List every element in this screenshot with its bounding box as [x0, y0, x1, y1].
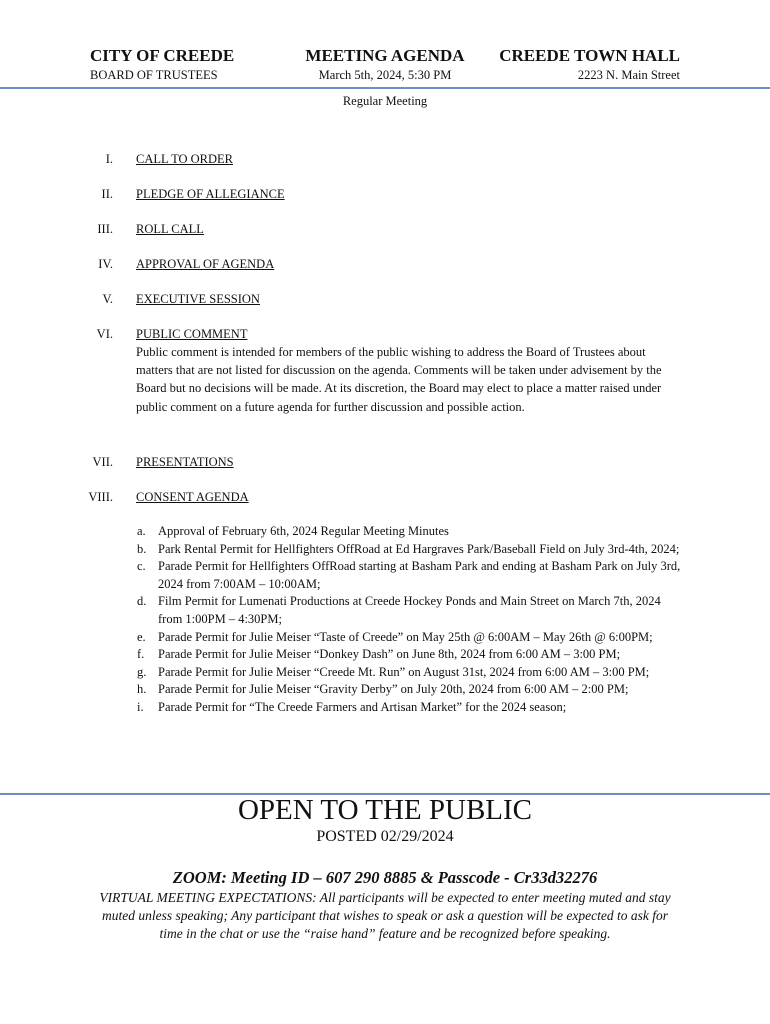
- consent-item-letter: g.: [137, 664, 147, 679]
- consent-item: [0, 646, 770, 664]
- agenda-block: [302, 46, 468, 83]
- header-divider: [0, 87, 770, 89]
- consent-item-letter: c.: [137, 559, 146, 574]
- agenda-item-label: CALL TO ORDER: [136, 152, 233, 166]
- posted-date: POSTED 02/29/2024: [316, 828, 454, 845]
- consent-item-text: Parade Permit for Julie Meiser “Taste of Creede” on May 25th @ 6:00AM – May 26th @ 6:00PM;: [158, 629, 653, 644]
- consent-item: [0, 699, 770, 717]
- open-to-public-notice: OPEN TO THE PUBLIC: [237, 794, 533, 826]
- venue-title: CREEDE TOWN HALL: [499, 46, 680, 65]
- agenda-item-label: APPROVAL OF AGENDA: [136, 257, 275, 271]
- public-comment-description: Public comment is intended for members of the public wishing to address the Board of Trustees about matters that are not listed for discussion on the agenda. Comments will be taken under advisement by the Board but no decisions will be made. At its discretion, the Board may elect to place a matter raised under public comment on a future agenda for further discussion and possible action.: [136, 345, 662, 414]
- agenda-item-number: VII.: [92, 455, 113, 469]
- agenda-item-number: VI.: [96, 327, 113, 341]
- agenda-item-number: II.: [101, 187, 113, 201]
- consent-item-letter: e.: [137, 629, 146, 644]
- agenda-item-label: EXECUTIVE SESSION: [136, 292, 260, 306]
- meeting-date: March 5th, 2024, 5:30 PM: [318, 68, 452, 82]
- agenda-item-number: III.: [97, 222, 113, 236]
- consent-item: [0, 541, 770, 559]
- meeting-type: Regular Meeting: [342, 94, 428, 108]
- org-subtitle: BOARD OF TRUSTEES: [90, 68, 218, 82]
- consent-item-letter: b.: [137, 541, 147, 556]
- agenda-item-number: IV.: [98, 257, 113, 271]
- org-block: [90, 46, 234, 83]
- agenda-item-label: PLEDGE OF ALLEGIANCE: [136, 187, 285, 201]
- agenda-title: MEETING AGENDA: [305, 46, 465, 65]
- consent-item: [0, 523, 770, 541]
- agenda-item-number: I.: [105, 152, 113, 166]
- consent-item: [0, 664, 770, 682]
- consent-item: [0, 558, 770, 593]
- zoom-meeting-info: ZOOM: Meeting ID – 607 290 8885 & Passcode - Cr33d32276: [172, 868, 598, 887]
- agenda-item-label: ROLL CALL: [136, 222, 204, 236]
- consent-item: [0, 681, 770, 699]
- consent-item-text: Parade Permit for Hellfighters OffRoad starting at Basham Park and ending at Basham Park on July 3rd, 2024 from 7:00AM – 10:00AM;: [158, 559, 681, 591]
- consent-agenda-list: [0, 523, 770, 717]
- consent-item-text: Film Permit for Lumenati Productions at Creede Hockey Ponds and Main Street on March 7th, 2024 from 1:00PM – 4:30PM;: [158, 594, 661, 626]
- agenda-item-label: CONSENT AGENDA: [136, 490, 249, 504]
- consent-item: [0, 629, 770, 647]
- org-title: CITY OF CREEDE: [90, 46, 235, 65]
- consent-item: [0, 593, 770, 628]
- agenda-item-number: V.: [102, 292, 113, 306]
- consent-item-letter: d.: [137, 594, 147, 609]
- consent-item-text: Approval of February 6th, 2024 Regular Meeting Minutes: [158, 524, 449, 538]
- consent-item-text: Parade Permit for Julie Meiser “Gravity Derby” on July 20th, 2024 from 6:00 AM – 2:00 PM;: [158, 682, 629, 697]
- virtual-meeting-expectations: VIRTUAL MEETING EXPECTATIONS: All participants will be expected to enter meeting muted and stay muted unless speaking; Any participant that wishes to speak or ask a question will be expected to ask for time in the chat or use the “raise hand” feature and be recognized before speaking.: [99, 890, 671, 942]
- consent-item-letter: a.: [137, 524, 146, 538]
- agenda-item-label: PRESENTATIONS: [136, 455, 234, 469]
- consent-item-text: Park Rental Permit for Hellfighters OffRoad at Ed Hargraves Park/Baseball Field on July 3rd-4th, 2024;: [158, 541, 680, 556]
- venue-block: [499, 46, 680, 83]
- consent-item-letter: i.: [137, 699, 144, 714]
- consent-item-text: Parade Permit for Julie Meiser “Creede Mt. Run” on August 31st, 2024 from 6:00 AM – 3:00 PM;: [158, 664, 650, 679]
- consent-item-text: Parade Permit for “The Creede Farmers and Artisan Market” for the 2024 season;: [158, 699, 567, 714]
- consent-item-letter: f.: [137, 647, 145, 662]
- agenda-item-number: VIII.: [88, 490, 113, 504]
- consent-item-text: Parade Permit for Julie Meiser “Donkey Dash” on June 8th, 2024 from 6:00 AM – 3:00 PM;: [158, 647, 621, 662]
- venue-address: 2223 N. Main Street: [577, 68, 680, 82]
- consent-item-letter: h.: [137, 682, 147, 697]
- agenda-item-label: PUBLIC COMMENT: [136, 327, 248, 341]
